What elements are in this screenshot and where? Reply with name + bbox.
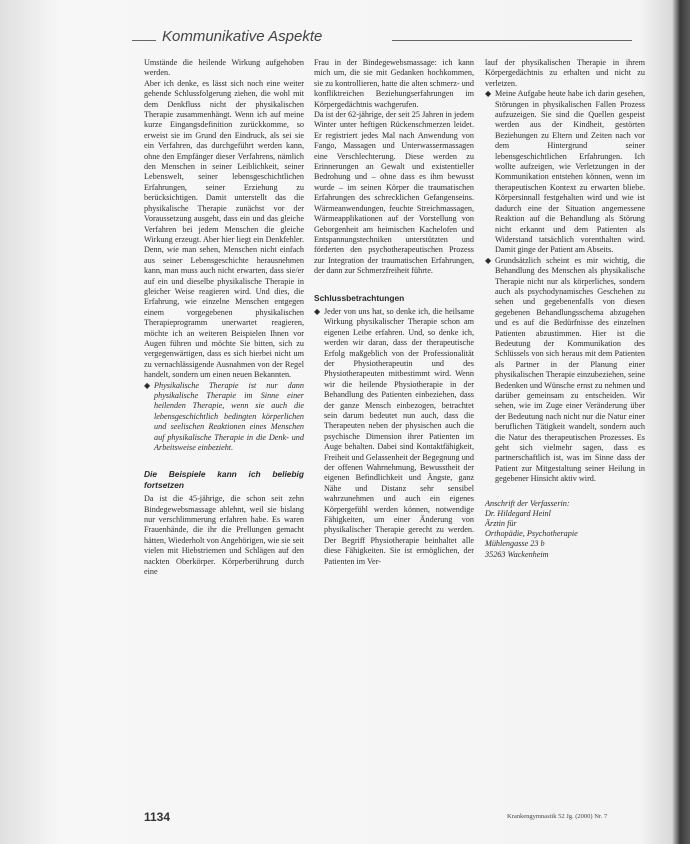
text-column-2 [314,58,474,567]
bullet-text: Jeder von uns hat, so denke ich, die heilsame Wirkung physikalischer Therapie schon am eigenen Leibe erfahren. Und, so denke ich, werden wir daran, dass der therapeutische Erfolg maßgeblich von der Professionalität der Physiotherapeutin und des Physiotherapeuten mitbestimmt wird. Wenn wir die heilende Physiotherapie in der Behandlung des Patienten einbeziehen, dass der ganze Mensch einbezogen, betrachtet sein darum bedeutet nun auch, dass die Therapeuten neben der physischen auch die psychische Dimension ihrer Patienten im Auge behalten. Dabei sind Kontaktfähigkeit, Freiheit und Gelassenheit der Begegnung und der offenen Wahrnehmung, Bewusstheit der eigenen Befindlichkeit und Ängste, ganz Nähe und Distanz sehr sensibel wahrzunehmen und auch ein eigenes Körpergefühl werden können, notwendige Fähigkeiten, um einer Änderung von physikalischer Therapie gerecht zu werden. Der Begriff Physiotherapie beinhaltet alle diese Fähigkeiten. Sie ist ermöglichen, der Patienten im Ver- [324,306,474,566]
diamond-bullet-icon: ◆ [485,89,492,99]
page-header-title: Kommunikative Aspekte [162,28,323,45]
text-column-1 [144,58,304,578]
paragraph: lauf der physikalischen Therapie in ihrem Körpergedächtnis zu erhalten und nicht zu verletzen. [485,58,645,88]
header-rule-right [392,40,632,41]
bullet-text: Meine Aufgabe heute habe ich darin gesehen, Störungen in physikalischen Fallen Prozess aufzuzeigen. Sie sind die Quellen gespeist werden aus der Kindheit, gestörten Beziehungen zu Eltern und Zeiten nach vor dem Hintergrund seiner lebensgeschichtlichen Erfahrungen. Ich wollte aufzeigen, wie Verletzungen in der Kommunikation entstehen können, wenn im therapeutischen Kontext zu erwarten bliebe. Körpersinnall festgehalten wird und wie ist dadurch eine der Situation angemessene Reaktion auf die Behandlung als Störung nicht erkannt und dem Patienten als Widerstand tatsächlich vorenthalten wird. Damit ginge der Patient am Abseits. [495,89,645,255]
bullet-point [144,381,304,454]
bullet-text: Grundsätzlich scheint es mir wichtig, die Behandlung des Menschen als physikalische Therapie nicht nur als körperliches, sondern auch als psychodynamisches Geschehen zu sehen und gegebenenfalls von diesen gegebenen Behandlungsschema abzugehen und es auf die Bedürfnisse des einzelnen Patienten abzustimmen. Hier ist die Bedeutung der Kommunikation des Schlüssels von sich heraus mit dem Patienten als Partner in der Planung einer physikalischen Therapie einzubeziehen, seine Bedenken und Wünsche ernst zu nehmen und darüber gemeinsam zu entscheiden. Wir sehen, wie im Zuge einer Veränderung über der Bedeutung nach nicht nur die Natur einer beruflichen Tätigkeit wandelt, sondern auch die Natur des therapeutischen Prozesses. Es geht sich vielmehr sagen, dass es partnerschaftlich ist, was im Sinne dass der Patient zur Mitgestaltung seiner Heilung in gegebener Hinsicht aktiv wird. [495,255,645,484]
page-number: 1134 [144,810,171,824]
bullet-point [314,307,474,567]
diamond-bullet-icon: ◆ [314,306,321,316]
paragraph: Da ist die 45-jährige, die schon seit zehn Bindegewebsmassage ablehnt, weil sie bislang nur verschlimmerung erfahren habe. Es waren Frauenhände, die ihr die Prellungen gemacht hätten, Wiederholt von Angehörigen, wie sie seit vielen mit Hiebstriemen und Schlägen auf den nackten Oberkörper. Körperberührung durch eine [144,494,304,577]
diamond-bullet-icon: ◆ [485,255,492,265]
author-title: Orthopädie, Psychotherapie [485,529,578,539]
section-heading: Die Beispiele kann ich beliebig fortsetzen [144,469,304,490]
paragraph: Umstände die heilende Wirkung aufgehoben werden. [144,58,304,78]
author-label: Anschrift der Verfasserin: [485,498,570,508]
author-city: 35263 Wackenheim [485,549,549,559]
author-title: Ärztin für [485,519,517,529]
section-heading: Schlussbetrachtungen [314,292,405,303]
journal-citation: Krankengymnastik 52 Jg. (2000) Nr. 7 [507,813,608,820]
bullet-point [485,256,645,485]
paragraph: Frau in der Bindegewebsmassage: ich kann mich um, die sie mit Gedanken hochkommen, sie zu kontrollieren, hatte die alten schmerz- und konfliktreichen Beziehungserfahrungen im Körpergedächtnis wachgerufen. [314,58,474,109]
text-column-3 [485,58,645,560]
paragraph: Aber ich denke, es lässt sich noch eine weiter gehende Schlussfolgerung ziehen, die wohl mit dem Denkfluss nicht der physikalischen Therapie zusammenhängt. Wenn ich auf meine kurze Eingangsdefinition zurückkomme, so erweist sie im Grund den Eindruck, als sei sie ein Verfahren, das durchgeführt werden kann, ohne den Empfänger dieser Verfahrens, nämlich den Menschen in seiner Leiblichkeit, seiner Lebenswelt, seiner lebensgeschichtlichen Erfahrungen, seiner Erziehung zu berücksichtigen. Damit unterstellt das die physikalische Therapie zunächst vor der Voraussetzung ausgeht, dass ein und das gleiche Verfahren bei jedem Menschen die gleiche Wirkung erzeugt. Aber hier liegt ein Denkfehler. Denn, wie man sehen, Menschen nicht einfach aus seiner Lebensgeschichte herausnehmen kann, man muss auch nicht erwarten, dass sie/er auf ein und dieselbe physikalische Therapie in gleicher Weise reagieren wird. Und dies, die Erfahrung, wie einzelne Menschen entgegen einem vorgegebenen physikalischen Therapieprogramm unerwartet reagieren, möchte ich an weiteren Beispielen Ihnen vor Augen führen und möchte Sie bitten, sich zu vergegenwärtigen, dass es sich hierbei nicht um zu vernachlässigende Ausnahmen von der Regel handelt, sondern um einen neuen Bekannten. [144,78,304,380]
author-name: Dr. Hildegard Heinl [485,508,551,518]
bullet-text: Physikalische Therapie ist nur dann physikalische Therapie im Sinne einer heilenden Therapie, wenn sie auch die lebensgeschichtlich bedingten körperlichen und seelischen Reaktionen eines Menschen auf physikalische Therapie in die Denk- und Arbeitsweise einbezieht. [154,380,304,453]
bullet-point [485,89,645,256]
diamond-bullet-icon: ◆ [144,380,151,390]
document-page [92,0,667,844]
paragraph: Da ist der 62-jährige, der seit 25 Jahren in jedem Winter unter heftigen Rückenschmerzen leidet. Er registriert jedes Mal nach Anwendung von Fango, Massagen und Unterwassermassagen eine Verschlechterung. Diese werden zu Erinnerungen an Gewalt und existentieller Bedrohung und – ohne dass es ihm bewusst wurde – im seinen Körper die traumatischen Erfahrungen des schrecklichen Gefangenseins. Wärmeanwendungen, feuchte Streichmassagen, Wärmeapplikationen auf der Vorstellung von Geborgenheit am heimischen Kachelofen und Entspannungstechniken unterstützten und förderten den psychotherapeutischen Prozess zur Integration der traumatischen Erfahrungen, der dann zur Schmerzfreiheit führte. [314,110,474,276]
header-rule-left [132,40,156,41]
author-address [485,499,645,560]
author-street: Mühlengasse 23 b [485,539,545,549]
